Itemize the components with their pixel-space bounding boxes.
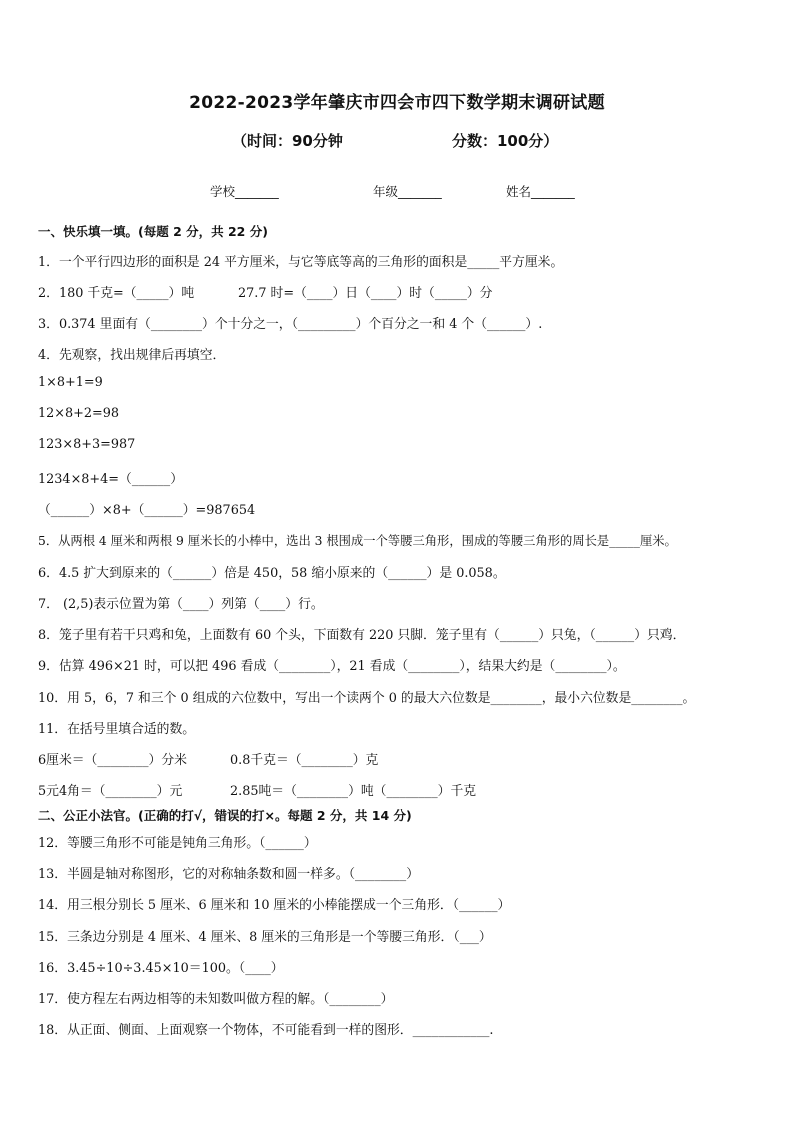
question-line: 6．4.5 扩大到原来的（______）倍是 450，58 缩小原来的（______）是 0.058。 — [38, 566, 506, 581]
pattern-line: 123×8+3=987 — [38, 437, 136, 452]
question-text: 2．180 千克=（_____）吨 — [38, 286, 195, 301]
question-text: 27.7 时=（____）日（____）时（_____）分 — [238, 286, 493, 301]
question-line: 13．半圆是轴对称图形，它的对称轴条数和圆一样多。（________） — [38, 867, 419, 882]
question-line: 11．在括号里填合适的数。 — [38, 722, 196, 737]
grade-field: 年级_______ — [373, 184, 442, 199]
section-heading: 一、快乐填一填。(每题 2 分，共 22 分) — [38, 224, 268, 239]
exam-title: 2022-2023学年肇庆市四会市四下数学期末调研试题 — [189, 93, 605, 113]
question-line — [38, 749, 379, 768]
question-line: 3．0.374 里面有（________）个十分之一，（_________）个百分之一和 4 个（______）. — [38, 317, 543, 332]
exam-time: （时间：90分钟 — [232, 132, 343, 150]
question-line: 16．3.45÷10÷3.45×10＝100。（____） — [38, 961, 284, 976]
exam-score: 分数：100分） — [452, 132, 559, 150]
question-line: 8．笼子里有若干只鸡和兔，上面数有 60 个头，下面数有 220 只脚．笼子里有（______）只兔，（______）只鸡． — [38, 628, 686, 643]
question-line: 9．估算 496×21 时，可以把 496 看成（________），21 看成（________），结果大约是（________）。 — [38, 659, 626, 674]
name-field: 姓名_______ — [506, 184, 575, 199]
question-line: 5．从两根 4 厘米和两根 9 厘米长的小棒中，选出 3 根围成一个等腰三角形，围成的等腰三角形的周长是_____厘米。 — [38, 534, 677, 548]
question-line: 17．使方程左右两边相等的未知数叫做方程的解。（________） — [38, 992, 394, 1007]
question-line: 10．用 5，6，7 和三个 0 组成的六位数中，写出一个读两个 0 的最大六位数是________，最小六位数是________。 — [38, 691, 696, 706]
question-line: 1．一个平行四边形的面积是 24 平方厘米，与它等底等高的三角形的面积是_____平方厘米。 — [38, 255, 564, 270]
question-text: 2.85吨＝（________）吨（________）千克 — [230, 784, 477, 799]
pattern-line: 12×8+2=98 — [38, 406, 120, 421]
question-line: 7． (2,5)表示位置为第（____）列第（____）行。 — [38, 597, 324, 612]
section-heading: 二、公正小法官。(正确的打√，错误的打×。每题 2 分，共 14 分) — [38, 808, 412, 823]
pattern-line: 1×8+1=9 — [38, 375, 103, 390]
question-line: 4．先观察，找出规律后再填空． — [38, 348, 226, 363]
pattern-line: 1234×8+4=（______） — [38, 472, 184, 487]
question-line: 12．等腰三角形不可能是钝角三角形。（______） — [38, 836, 317, 851]
school-field: 学校_______ — [210, 184, 279, 199]
pattern-line: （______）×8+（______）=987654 — [38, 503, 256, 518]
question-line — [38, 780, 477, 799]
question-text: 5元4角＝（________）元 — [38, 784, 183, 799]
question-line: 15．三条边分别是 4 厘米、4 厘米、8 厘米的三角形是一个等腰三角形．（___） — [38, 930, 492, 945]
question-line — [38, 282, 493, 301]
question-line: 18．从正面、侧面、上面观察一个物体，不可能看到一样的图形．____________. — [38, 1023, 494, 1038]
question-line: 14．用三根分别长 5 厘米、6 厘米和 10 厘米的小棒能摆成一个三角形．（______） — [38, 898, 511, 913]
question-text: 6厘米＝（________）分米 — [38, 753, 187, 768]
question-text: 0.8千克＝（________）克 — [230, 753, 379, 768]
